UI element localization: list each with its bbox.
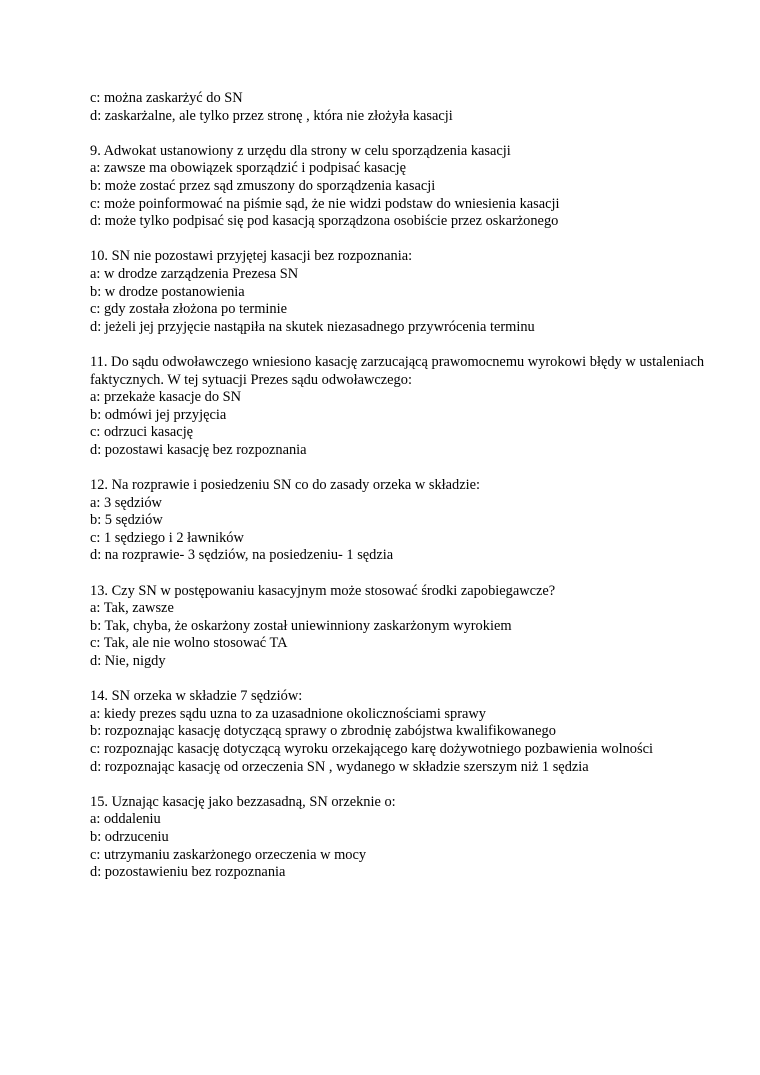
option-b: b: może zostać przez sąd zmuszony do sporządzenia kasacji bbox=[90, 177, 436, 194]
question-text: 11. Do sądu odwoławczego wniesiono kasację zarzucającą prawomocnemu wyrokowi błędy w ustaleniach faktycznych. W tej sytuacji Prezes sądu odwoławczego: bbox=[90, 353, 705, 388]
option-a: a: kiedy prezes sądu uzna to za uzasadnione okolicznościami sprawy bbox=[90, 705, 486, 722]
question-text: 15. Uznając kasację jako bezzasadną, SN orzeknie o: bbox=[90, 793, 396, 810]
option-a: a: zawsze ma obowiązek sporządzić i podpisać kasację bbox=[90, 160, 407, 177]
intro-options bbox=[90, 90, 720, 125]
question-10 bbox=[90, 248, 720, 336]
option-a: a: oddaleniu bbox=[90, 811, 161, 828]
option-b: b: odmówi jej przyjęcia bbox=[90, 406, 227, 423]
option-d: d: pozostawieniu bez rozpoznania bbox=[90, 864, 286, 881]
option-c: c: utrzymaniu zaskarżonego orzeczenia w mocy bbox=[90, 846, 367, 863]
option-a: a: przekaże kasacje do SN bbox=[90, 389, 242, 406]
option-d: d: Nie, nigdy bbox=[90, 653, 166, 669]
option-d: d: zaskarżalne, ale tylko przez stronę , która nie złożyła kasacji bbox=[90, 107, 453, 124]
question-text: 14. SN orzeka w składzie 7 sędziów: bbox=[90, 688, 303, 705]
question-12 bbox=[90, 477, 720, 565]
option-c: c: gdy została złożona po terminie bbox=[90, 301, 287, 318]
question-text: 13. Czy SN w postępowaniu kasacyjnym może stosować środki zapobiegawcze? bbox=[90, 582, 556, 599]
option-c: c: odrzuci kasację bbox=[90, 424, 194, 441]
question-text: 9. Adwokat ustanowiony z urzędu dla strony w celu sporządzenia kasacji bbox=[90, 142, 511, 159]
question-14 bbox=[90, 688, 720, 776]
question-text: 12. Na rozprawie i posiedzeniu SN co do zasady orzeka w składzie: bbox=[90, 477, 481, 494]
option-d: d: jeżeli jej przyjęcie nastąpiła na skutek niezasadnego przywrócenia terminu bbox=[90, 318, 535, 335]
question-9 bbox=[90, 143, 720, 231]
option-c: c: można zaskarżyć do SN bbox=[90, 90, 243, 106]
option-d: d: pozostawi kasację bez rozpoznania bbox=[90, 441, 307, 458]
option-c: c: rozpoznając kasację dotyczącą wyroku orzekającego karę dożywotniego pozbawienia wolności bbox=[90, 740, 653, 757]
option-b: b: 5 sędziów bbox=[90, 512, 163, 529]
option-a: a: 3 sędziów bbox=[90, 494, 162, 511]
option-a: a: w drodze zarządzenia Prezesa SN bbox=[90, 265, 299, 282]
question-15 bbox=[90, 794, 720, 882]
option-c: c: Tak, ale nie wolno stosować TA bbox=[90, 635, 288, 652]
option-b: b: odrzuceniu bbox=[90, 828, 169, 845]
option-d: d: na rozprawie- 3 sędziów, na posiedzeniu- 1 sędzia bbox=[90, 547, 394, 564]
option-b: b: rozpoznając kasację dotyczącą sprawy o zbrodnię zabójstwa kwalifikowanego bbox=[90, 723, 556, 740]
question-13 bbox=[90, 583, 720, 671]
option-d: d: rozpoznając kasację od orzeczenia SN , wydanego w składzie szerszym niż 1 sędzia bbox=[90, 758, 589, 775]
option-a: a: Tak, zawsze bbox=[90, 600, 174, 617]
option-b: b: w drodze postanowienia bbox=[90, 283, 245, 300]
option-c: c: 1 sędziego i 2 ławników bbox=[90, 529, 244, 546]
question-11 bbox=[90, 354, 720, 460]
option-c: c: może poinformować na piśmie sąd, że nie widzi podstaw do wniesienia kasacji bbox=[90, 195, 560, 212]
document-content bbox=[90, 90, 720, 899]
option-d: d: może tylko podpisać się pod kasacją sporządzona osobiście przez oskarżonego bbox=[90, 213, 559, 230]
option-b: b: Tak, chyba, że oskarżony został uniewinniony zaskarżonym wyrokiem bbox=[90, 617, 512, 634]
question-text: 10. SN nie pozostawi przyjętej kasacji bez rozpoznania: bbox=[90, 248, 413, 265]
